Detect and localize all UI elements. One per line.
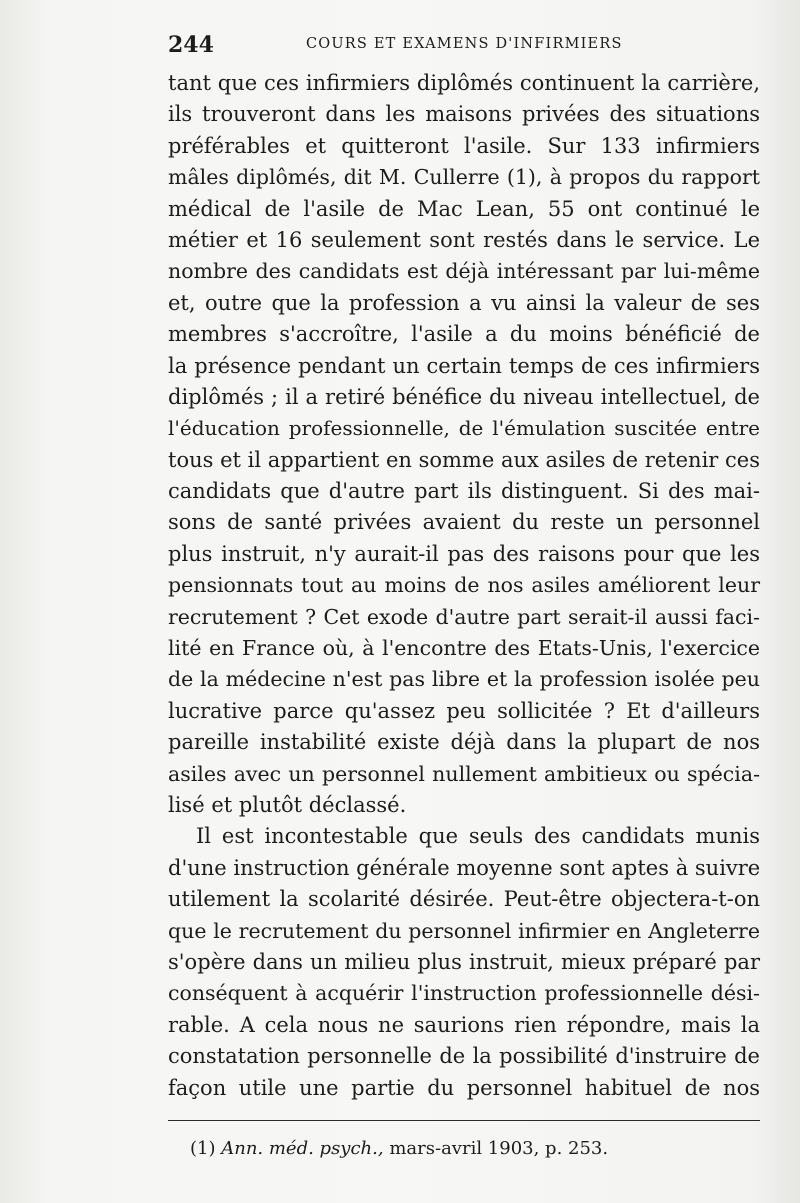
text-line: recrutement ? Cet exode d'autre part serait-il aussi faci- [168,604,760,629]
text-line: candidats que d'autre part ils distinguent. Si des mai- [168,479,760,504]
text-line: l'éducation professionnelle, de l'émulation suscitée entre [168,416,760,441]
text-line: asiles avec un personnel nullement ambitieux ou spécia- [168,761,760,786]
text-line: d'une instruction générale moyenne sont aptes à suivre [168,855,761,880]
text-line: tous et il appartient en somme aux asiles de retenir ces [168,447,760,472]
page-header [168,32,760,60]
text-line: tant que ces infirmiers diplômés continuent la carrière, [168,71,760,95]
text-line: plus instruit, n'y aurait-il pas des raisons pour que les [168,541,760,566]
text-line: lité en France où, à l'encontre des Etats-Unis, l'exercice [168,636,760,661]
text-line: lisé et plutôt déclassé. [168,792,407,817]
footnote-marker: (1) [190,1138,216,1159]
footnote [190,1138,750,1159]
text-line: nombre des candidats est déjà intéressant par lui-même [168,259,760,284]
text-line: s'opère dans un milieu plus instruit, mieux préparé par [168,949,760,974]
page-number: 244 [168,32,214,58]
text-line: que le recrutement du personnel infirmier en Angleterre [168,918,760,943]
text-line: métier et 16 seulement sont restés dans le service. Le [168,227,760,252]
text-line: pensionnats tout au moins de nos asiles améliorent leur [168,573,760,598]
text-line: utilement la scolarité désirée. Peut-être objectera-t-on [168,887,760,912]
footnote-source: Ann. méd. psych., [221,1138,384,1159]
text-line: constatation personnelle de la possibilité d'instruire de [168,1044,760,1069]
text-line: médical de l'asile de Mac Lean, 55 ont continué le [168,196,760,221]
text-line: mâles diplômés, dit M. Cullerre (1), à propos du rapport [168,165,760,190]
text-line: pareille instabilité existe déjà dans la plupart de nos [168,730,760,755]
text-line: et, outre que la profession a vu ainsi la valeur de ses [168,290,760,315]
text-line: préférables et quitteront l'asile. Sur 133 infirmiers [168,133,760,158]
footnote-divider [168,1120,760,1121]
text-line: membres s'accroître, l'asile a du moins bénéficié de [168,322,760,347]
text-line: de la médecine n'est pas libre et la profession isolée peu [168,667,760,692]
text-line: ils trouveront dans les maisons privées des situations [168,102,760,127]
text-line: la présence pendant un certain temps de ces infirmiers [168,353,760,378]
text-line: diplômés ; il a retiré bénéfice du niveau intellectuel, de [168,384,760,409]
text-line: sons de santé privées avaient du reste un personnel [168,510,760,535]
text-line: conséquent à acquérir l'instruction professionnelle dési- [168,981,760,1006]
text-line: façon utile une partie du personnel habituel de nos [168,1075,760,1100]
text-line: lucrative parce qu'assez peu sollicitée ? Et d'ailleurs [168,698,760,723]
text-line: rable. A cela nous ne saurions rien répondre, mais la [168,1012,760,1037]
paragraph-start-line: Il est incontestable que seuls des candidats munis [196,824,760,849]
footnote-detail: mars-avril 1903, p. 253. [389,1138,609,1159]
body-text [168,68,760,1104]
running-title: COURS ET EXAMENS D'INFIRMIERS [306,36,623,52]
